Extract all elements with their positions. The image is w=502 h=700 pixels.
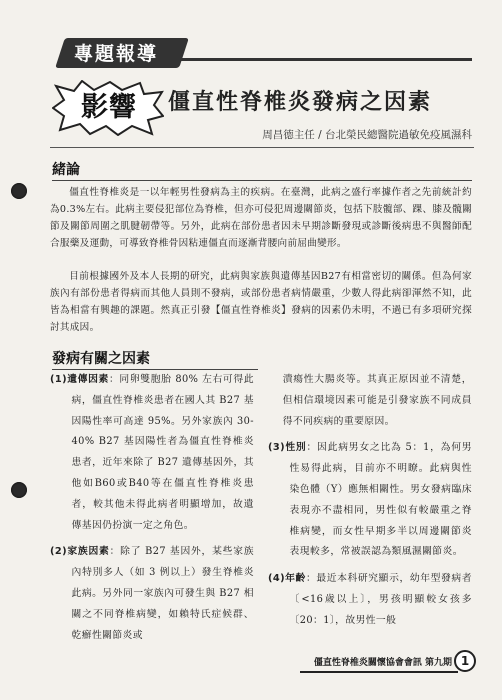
binder-hole-bottom: [11, 482, 27, 498]
page-number: 1: [454, 650, 476, 672]
factor-text: 潰瘍性大腸炎等。其真正原因並不清楚，但相信環境因素可能是引發家族不同成員得不同疾病的重要原因。: [282, 374, 472, 427]
header-rule: [180, 58, 472, 61]
factor-text: ：除了 B27 基因外，某些家族內特別多人（如 3 例以上）發生脊椎炎此病。另外同一家族內可發生與 B27 相關之不同脊椎病變，如賴特氏症候群、乾癬性關節炎或: [71, 546, 254, 641]
section-tab: 專題報導: [74, 43, 159, 65]
factors-heading: 發病有關之因素: [52, 351, 150, 367]
factors-left-column: [50, 370, 254, 642]
intro-heading-rule: [52, 180, 472, 181]
factor-family: [50, 542, 254, 646]
intro-paragraph-1: 僵直性脊椎炎是一以年輕男性發病為主的疾病。在臺灣，此病之盛行率據作者之先前統計約為0.3%左右。此病主要侵犯部位為脊椎，但亦可侵犯周邊關節炎，包括下肢髖部、踝、膝及髖關節及關節周圍之肌腱韌帶等。另外，此病在部份患者因未早期診斷發現或診斷後病患不與醫師配合服藥及運動，可導致脊椎骨因粘連僵直而逐漸背腰向前屈曲變形。: [50, 187, 472, 249]
factor-text: ：因此病男女之比為 5：1，為何男性易得此病，目前亦不明瞭。此病與性染色體（Y）應無相關性。男女發病臨床表現亦不盡相同，男性似有較嚴重之脊椎病變，而女性早期多半以周邊關節炎表現較多，常被誤認為類風濕關節炎。: [289, 442, 472, 558]
factor-text: ：最近本科研究顯示，幼年型發病者〔<16歲以上〕，男孩明顯較女孩多〔20：1〕，故男性一般: [289, 573, 472, 626]
footer-rule: [300, 671, 458, 673]
factor-text: ：同卵雙胞胎 80% 左右可得此病，僵直性脊椎炎患者在國人其 B27 基因陽性率可高達 95%。另外家族內 30-40% B27 基因陽性者為僵直性脊椎炎患者，近年來除了 B27 遺傳基因外，其他如B60或B40等在僵直性脊椎炎患者，較其他未得此病者明顯增加，故遺傳基因仍扮演一定之角色。: [71, 374, 255, 531]
factors-right-column: [268, 370, 472, 642]
intro-heading: 緒論: [52, 162, 80, 178]
factor-age: [268, 569, 472, 631]
factor-genetic: [50, 370, 254, 536]
factor-family-continued: [268, 370, 472, 432]
feature-word: 影響: [81, 92, 137, 123]
author-line: 周昌德主任 / 台北榮民總醫院過敏免疫風濕科: [262, 129, 472, 141]
factor-label: (1)遺傳因素: [50, 374, 109, 385]
factor-label: (4)年齡: [268, 573, 306, 585]
article-title: 僵直性脊椎炎發病之因素: [168, 90, 433, 115]
intro-paragraph-2: 目前根據國外及本人長期的研究，此病與家族與遺傳基因B27有相當密切的關係。但為何家族內有部份患者得病而其他人員則不發病，或部份患者病情嚴重，少數人得此病卻渾然不知，此皆為相當有興趣的課題。然真正引發【僵直性脊椎炎】發病的因素仍未明，不過已有多項研究探討其成因。: [50, 271, 472, 333]
factor-label: (3)性別: [268, 442, 307, 454]
author-rule: [50, 147, 474, 148]
binder-hole-top: [11, 183, 27, 199]
factor-gender: [268, 438, 472, 563]
factor-label: (2)家族因素: [50, 546, 110, 558]
journal-footer: 僵直性脊椎炎關懷協會會訊 第九期: [313, 658, 452, 668]
